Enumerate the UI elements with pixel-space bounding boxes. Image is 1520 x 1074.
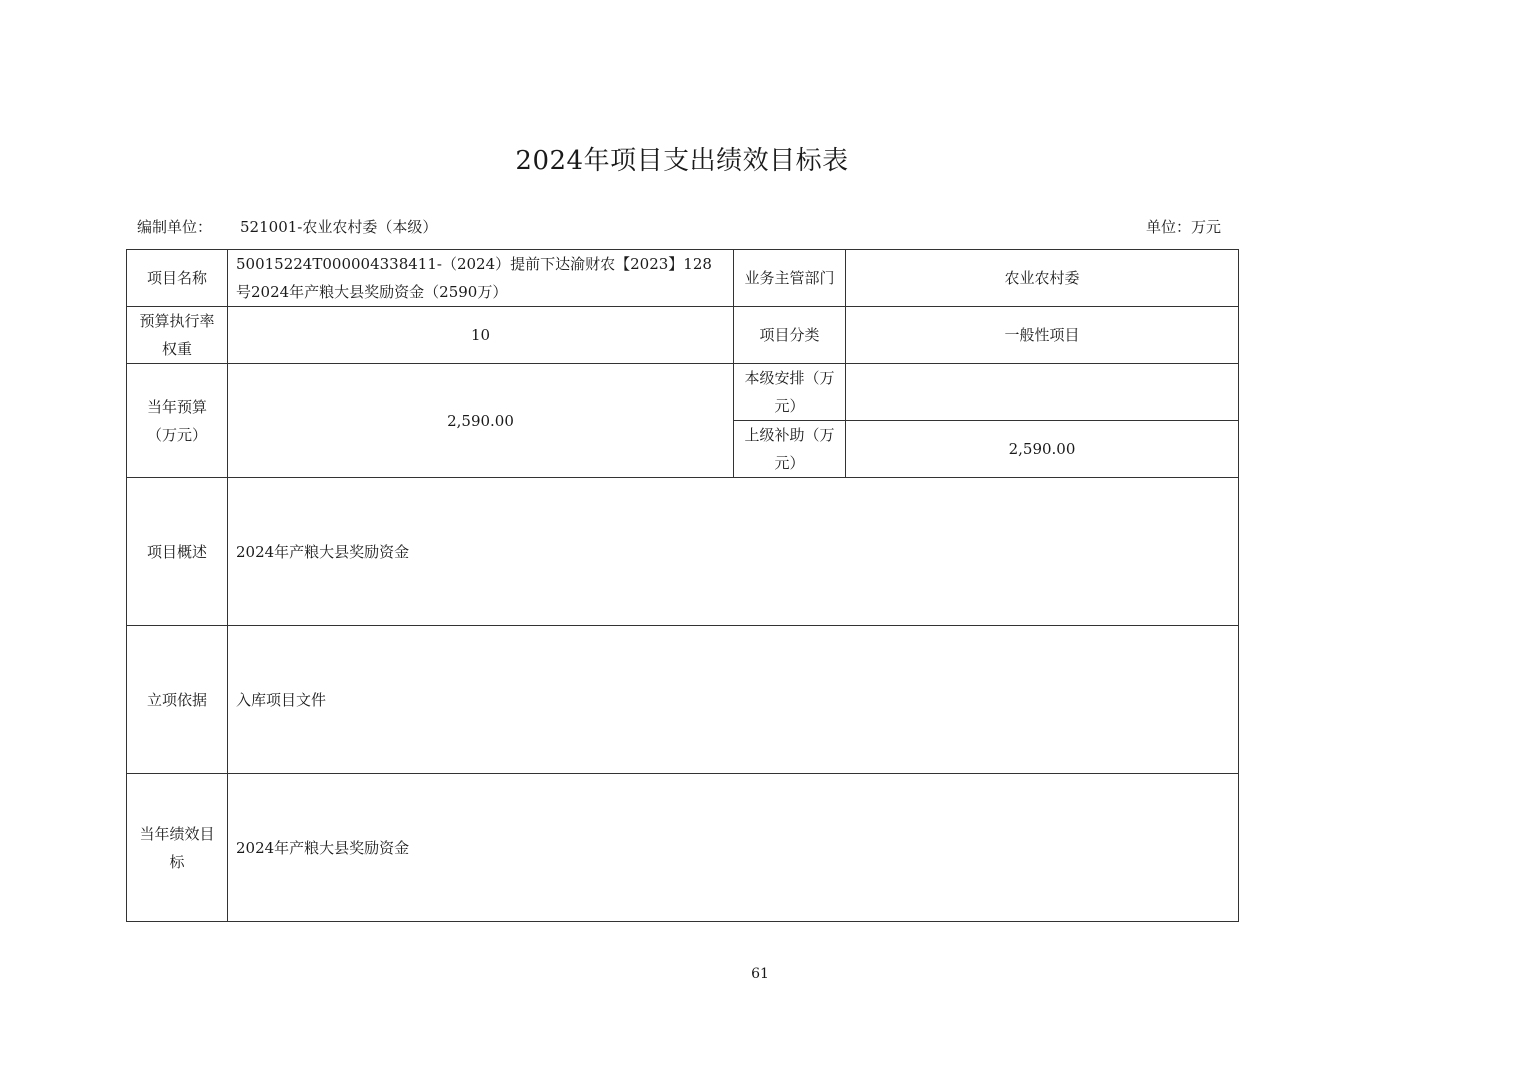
unit-label: 单位：万元 — [1146, 218, 1222, 236]
row-annual-budget — [127, 364, 1239, 421]
project-name-label: 项目名称 — [127, 250, 228, 307]
category-label: 项目分类 — [734, 307, 846, 364]
budget-weight-value: 10 — [228, 307, 734, 364]
row-budget-weight — [127, 307, 1239, 364]
category-value: 一般性项目 — [846, 307, 1239, 364]
performance-target-table — [126, 249, 1239, 922]
row-project-name — [127, 250, 1239, 307]
department-label: 业务主管部门 — [734, 250, 846, 307]
local-arrangement-value — [846, 364, 1239, 421]
basis-value: 入库项目文件 — [228, 626, 1239, 774]
row-goal — [127, 774, 1239, 922]
compiling-unit — [137, 216, 437, 237]
row-overview — [127, 478, 1239, 626]
department-value: 农业农村委 — [846, 250, 1239, 307]
superior-subsidy-value: 2,590.00 — [846, 421, 1239, 478]
basis-label: 立项依据 — [127, 626, 228, 774]
document-title: 2024年项目支出绩效目标表 — [515, 146, 849, 176]
goal-label: 当年绩效目标 — [127, 774, 228, 922]
local-arrangement-label: 本级安排（万元） — [734, 364, 846, 421]
overview-label: 项目概述 — [127, 478, 228, 626]
budget-weight-label: 预算执行率权重 — [127, 307, 228, 364]
row-basis — [127, 626, 1239, 774]
overview-value: 2024年产粮大县奖励资金 — [228, 478, 1239, 626]
page-number: 61 — [751, 966, 769, 982]
goal-value: 2024年产粮大县奖励资金 — [228, 774, 1239, 922]
annual-budget-label: 当年预算（万元） — [127, 364, 228, 478]
compiling-unit-value: 521001-农业农村委（本级） — [240, 218, 438, 236]
project-name-value: 50015224T000004338411-（2024）提前下达渝财农【2023】128号2024年产粮大县奖励资金（2590万） — [228, 250, 734, 307]
annual-budget-value: 2,590.00 — [228, 364, 734, 478]
compiling-unit-label: 编制单位： — [137, 218, 213, 236]
superior-subsidy-label: 上级补助（万元） — [734, 421, 846, 478]
